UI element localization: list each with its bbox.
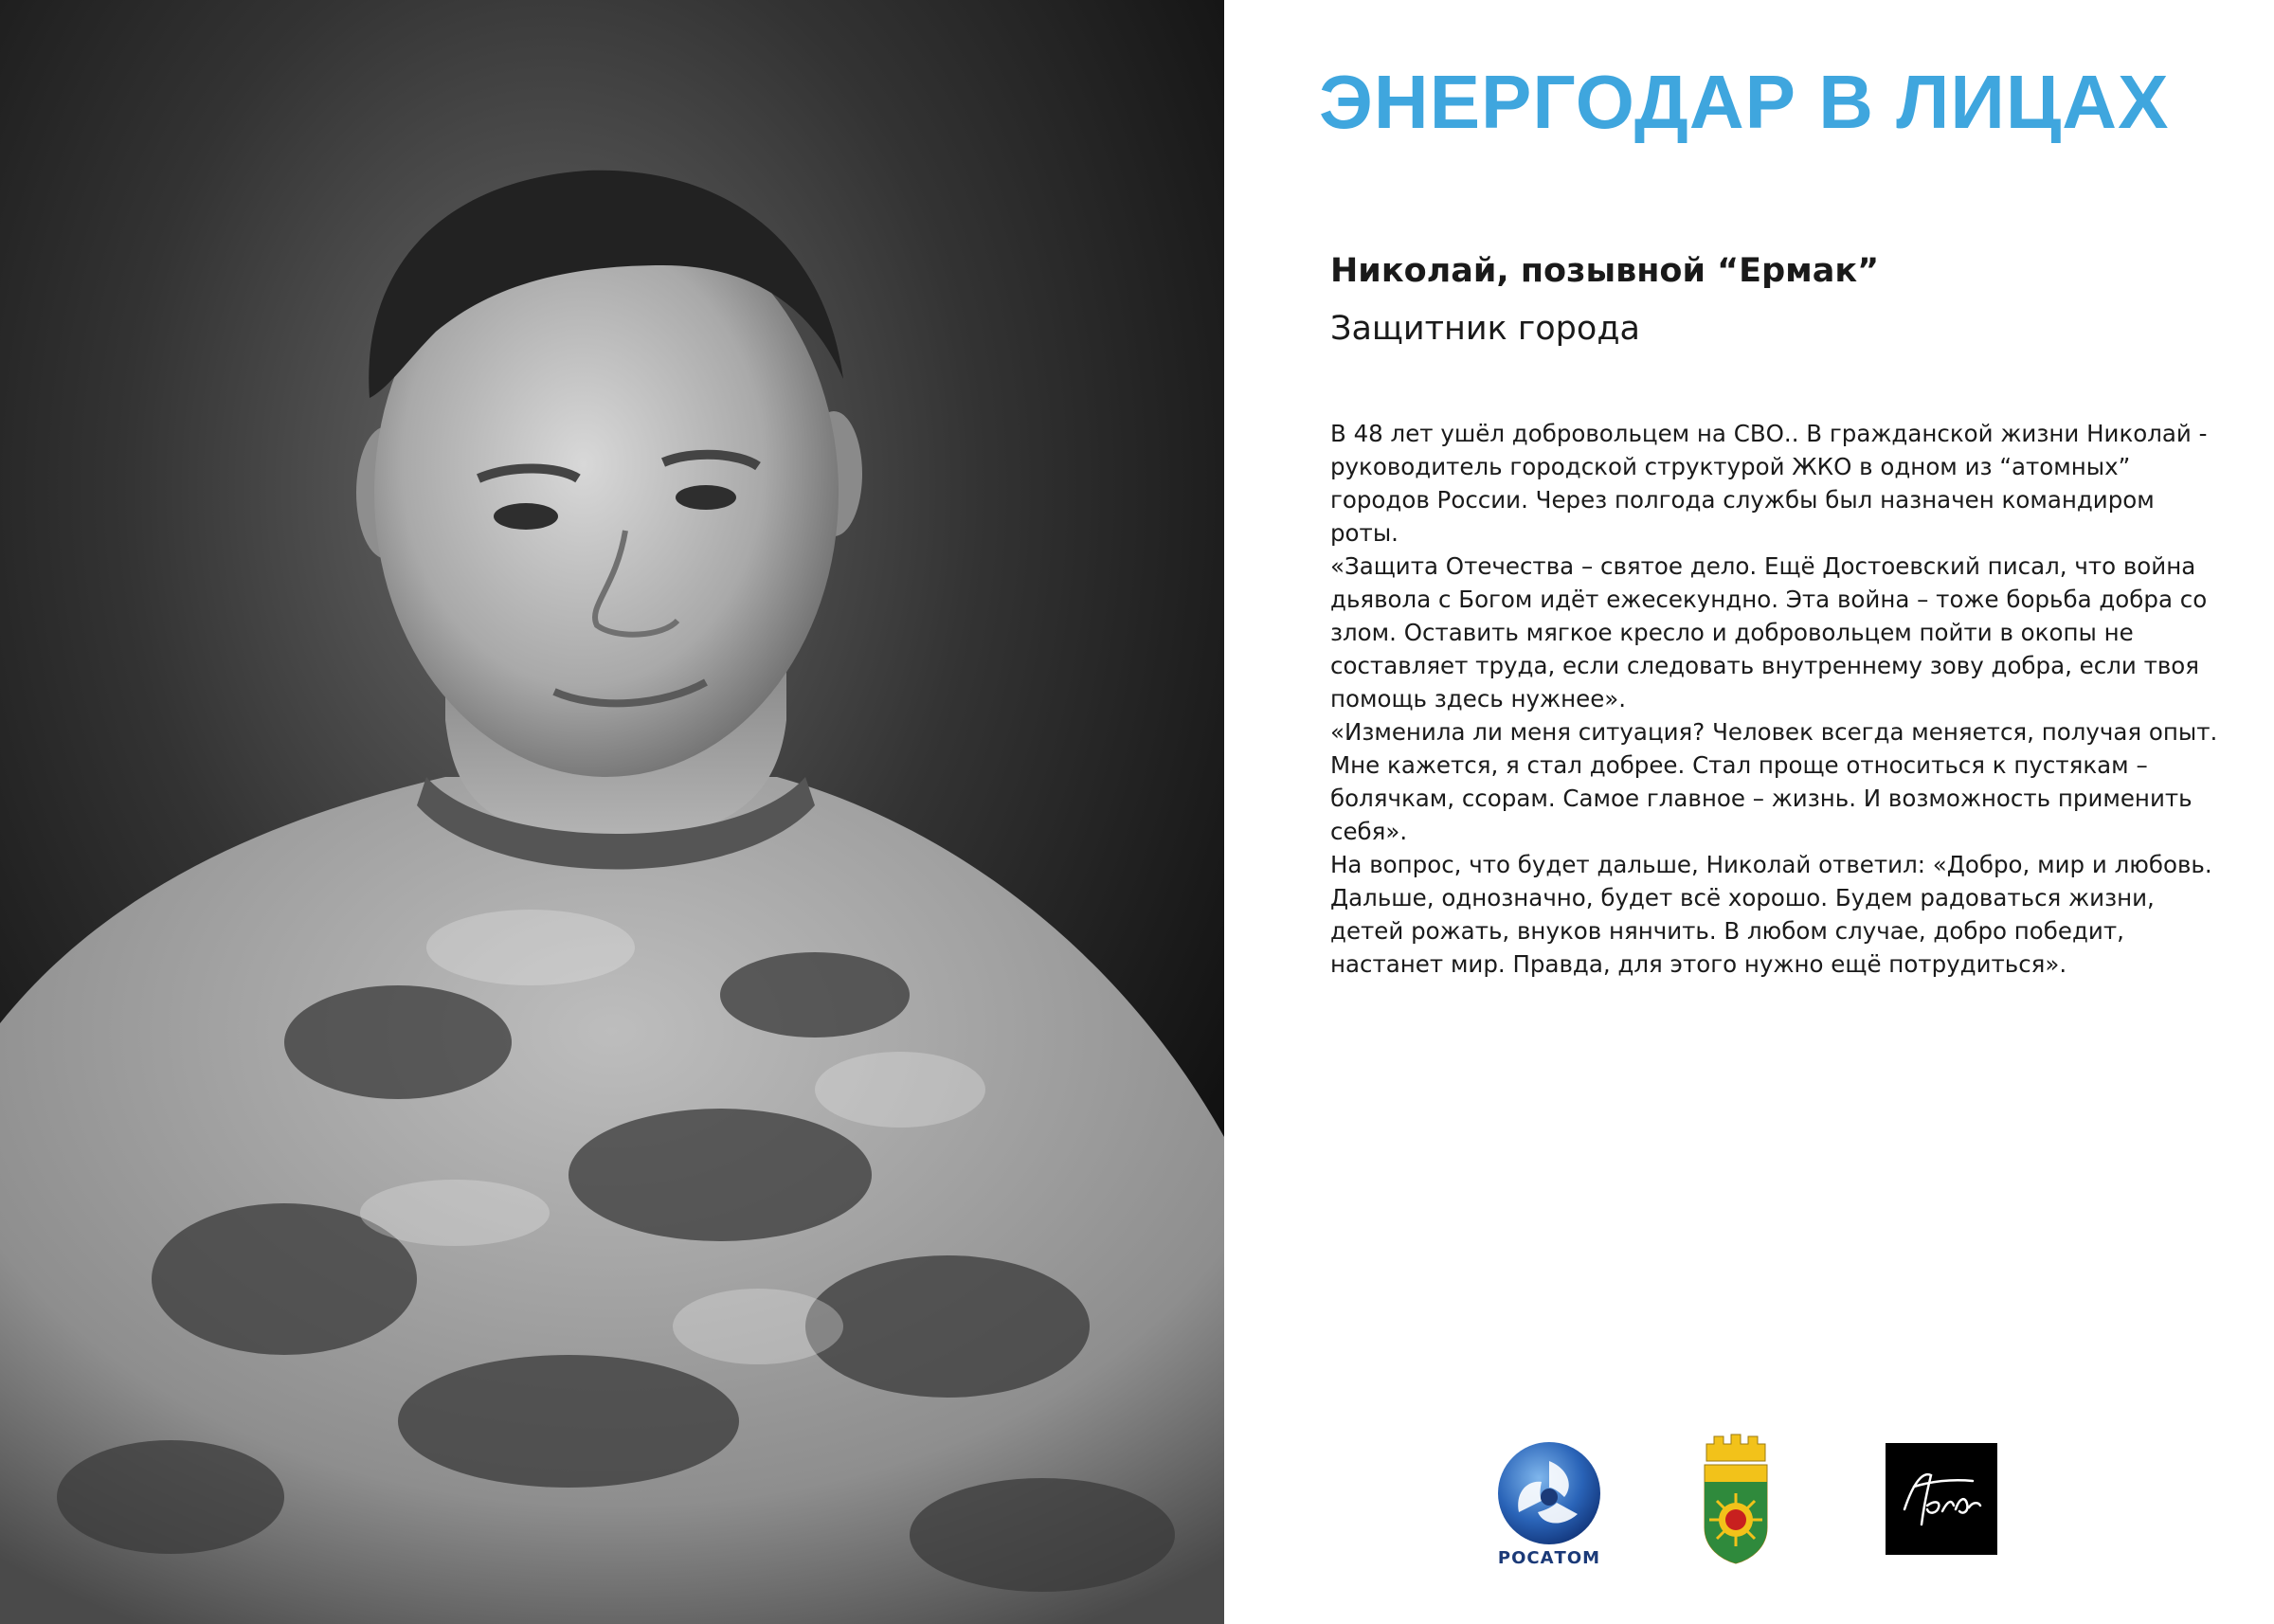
story-line: злом. Оставить мягкое кресло и добровольцем пойти в окопы не (1330, 619, 2134, 646)
person-role: Защитник города (1330, 310, 1640, 348)
story-line: На вопрос, что будет дальше, Николай ответил: «Добро, мир и любовь. (1330, 851, 2212, 878)
story-line: городов России. Через полгода службы был назначен командиром (1330, 486, 2155, 514)
story-line: Мне кажется, я стал добрее. Стал проще относиться к пустякам – (1330, 751, 2148, 779)
story-line: роты. (1330, 519, 1399, 547)
story-line: болячкам, ссорам. Самое главное – жизнь. И возможность применить (1330, 785, 2193, 812)
story-line: «Защита Отечества – святое дело. Ещё Достоевский писал, что война (1330, 552, 2196, 580)
story-line: В 48 лет ушёл добровольцем на СВО.. В гражданской жизни Николай - (1330, 420, 2208, 447)
terebilov-signature-icon (1886, 1443, 1997, 1555)
story-line: настанет мир. Правда, для этого нужно ещё потрудиться». (1330, 950, 2067, 978)
city-coat-of-arms (1701, 1433, 1771, 1565)
story-line: Дальше, однозначно, будет всё хорошо. Будем радоваться жизни, (1330, 884, 2155, 911)
story-line: детей рожать, внуков нянчить. В любом случае, добро победит, (1330, 917, 2124, 945)
terebilov-logo (1886, 1443, 1997, 1555)
rosatom-label: РОСАТОМ (1497, 1548, 1601, 1568)
story-line: руководитель городской структурой ЖКО в одном из “атомных” (1330, 453, 2131, 480)
story-line: себя». (1330, 818, 1408, 845)
story-text (1330, 417, 2218, 981)
person-name: Николай, позывной “Ермак” (1330, 252, 1880, 290)
story-line: «Изменила ли меня ситуация? Человек всегда меняется, получая опыт. (1330, 718, 2218, 746)
story-line: помощь здесь нужнее». (1330, 685, 1627, 713)
rosatom-logo (1483, 1440, 1615, 1582)
page-title: ЭНЕРГОДАР В ЛИЦАХ (1319, 60, 2170, 144)
story-line: составляет труда, если следовать внутреннему зову добра, если твоя (1330, 652, 2200, 679)
rosatom-emblem-icon (1483, 1440, 1615, 1546)
story-line: дьявола с Богом идёт ежесекундно. Эта война – тоже борьба добра со (1330, 586, 2208, 613)
coat-of-arms-icon (1701, 1433, 1771, 1565)
